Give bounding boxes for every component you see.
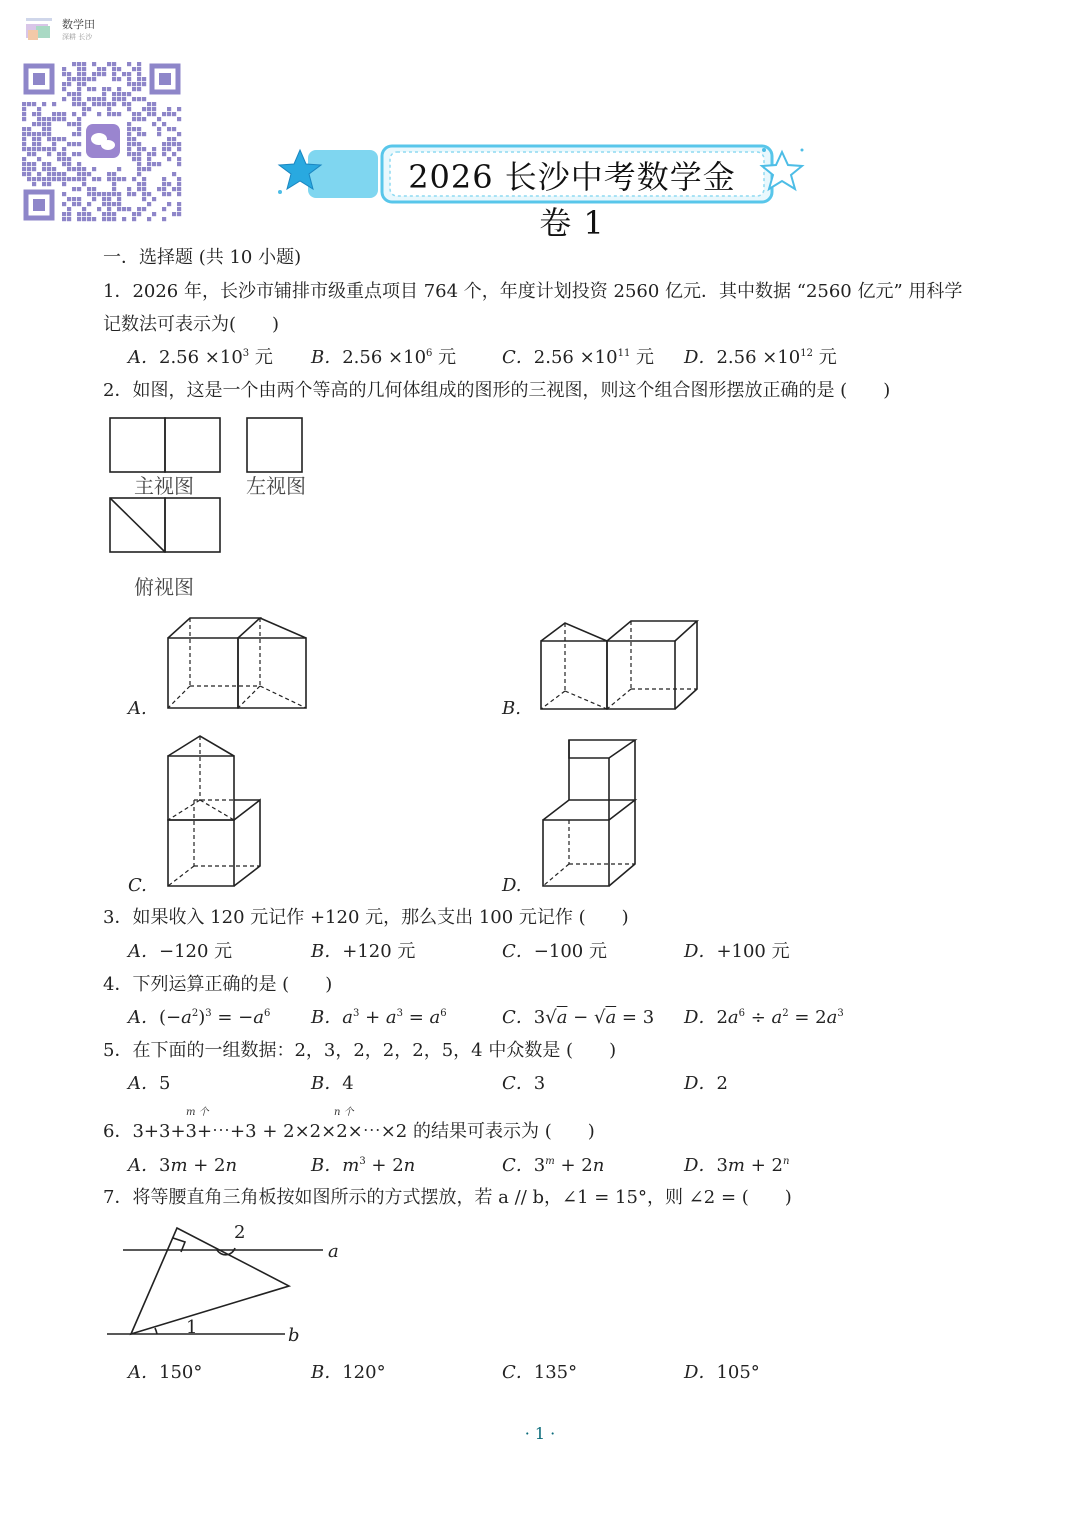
q7-angle-1-label: 1 [186,1317,198,1338]
q2-figure-c[interactable] [160,730,270,895]
top-view-label: 俯视图 [134,575,194,599]
q6-product: 2×2×2×⋯×2 [283,1121,408,1142]
q2-figure-d[interactable] [535,732,645,897]
q2-option-d-label[interactable]: D. [502,875,522,896]
q5-text: 5．在下面的一组数据：2，3，2，2，2，5，4 中众数是 ( ) [103,1040,617,1061]
q2-figure-b[interactable] [535,615,705,720]
q6-option-a[interactable]: A．3m + 2n [128,1155,238,1176]
q1-option-a[interactable]: A．$2.56 \times 10^3$ 元 [128,347,273,368]
q2-option-c-label[interactable]: C. [128,875,147,896]
q7-option-d[interactable]: D．105° [684,1362,760,1383]
q3-option-a[interactable]: A．−120 元 [128,941,233,962]
page-number: · 1 · [524,1424,556,1443]
q7-text: 7．将等腰直角三角板按如图所示的方式摆放，若 a // b，∠1 = 15°，则 ∠2 = ( ) [103,1187,792,1208]
q5-option-b[interactable]: B．4 [311,1073,354,1094]
q1-option-b[interactable]: B．$2.56 \times 10^6$ 元 [311,347,457,368]
q4-option-c[interactable]: C．3√a − √a = 3 [502,1007,655,1028]
left-view-label: 左视图 [246,474,306,498]
q1-option-c[interactable]: C．$2.56 \times 10^{11}$ 元 [502,347,655,368]
section-heading: 一．选择题 (共 10 小题) [103,247,302,268]
q2-option-a-label[interactable]: A. [128,698,147,719]
brand-logo [24,14,58,44]
q7-figure [105,1218,345,1348]
q7-line-b-label: b [288,1325,300,1346]
q3-option-d[interactable]: D．+100 元 [684,941,790,962]
front-view-left [110,418,165,472]
front-view-label: 主视图 [134,474,194,498]
q7-option-c[interactable]: C．135° [502,1362,578,1383]
q6-n-count: n 个 [334,1107,354,1118]
top-view-right [165,498,220,552]
q7-option-a[interactable]: A．150° [128,1362,203,1383]
q4-text: 4．下列运算正确的是 ( ) [103,974,333,995]
q6-option-c[interactable]: C．$3^m + 2n$ [502,1155,605,1176]
q5-option-d[interactable]: D．2 [684,1073,728,1094]
q6-sum: 3+3+3+⋯+3 [132,1121,257,1142]
q5-option-a[interactable]: A．5 [128,1073,171,1094]
front-view-right [165,418,220,472]
q6-option-b[interactable]: B．$m^3 + 2n$ [311,1155,416,1176]
q3-option-c[interactable]: C．−100 元 [502,941,607,962]
q6-text: 6．3+3+3+⋯+3 + 2×2×2×⋯×2 的结果可表示为 ( ) [103,1121,595,1142]
q2-text: 2．如图，这是一个由两个等高的几何体组成的图形的三视图，则这个组合图形摆放正确的是 ( ) [103,380,891,401]
q4-option-a[interactable]: A．$(-a^2)^3 = -a^6$ [128,1007,271,1028]
q7-option-b[interactable]: B．120° [311,1362,386,1383]
q7-line-a-label: a [328,1241,339,1262]
q6-option-d[interactable]: D．$3m + 2^n$ [684,1155,790,1176]
q3-option-b[interactable]: B．+120 元 [311,941,416,962]
q1-text: 1．2026 年，长沙市铺排市级重点项目 764 个，年度计划投资 2560 亿元．其中数据 “2560 亿元” 用科学 [103,281,963,302]
q4-option-b[interactable]: B．$a^3 + a^3 = a^6$ [311,1007,447,1028]
brand-tagline: 深耕 长沙 [62,33,93,41]
q7-angle-2-label: 2 [234,1222,246,1243]
left-view [247,418,302,472]
q1-text-cont: 记数法可表示为( ) [103,314,280,335]
brand-name: 数学田 [62,18,95,31]
q2-figure-a[interactable] [160,610,320,715]
q4-option-d[interactable]: D．$2a^6 \div a^2 = 2a^3$ [684,1007,844,1028]
q6-m-count: m 个 [186,1107,209,1118]
q3-text: 3．如果收入 120 元记作 +120 元，那么支出 100 元记作 ( ) [103,907,629,928]
qr-code[interactable] [22,62,182,222]
page-title: 2026 长沙中考数学金卷 1 [408,158,736,242]
q5-option-c[interactable]: C．3 [502,1073,546,1094]
q1-option-d[interactable]: D．$2.56 \times 10^{12}$ 元 [684,347,837,368]
q2-option-b-label[interactable]: B. [502,698,521,719]
